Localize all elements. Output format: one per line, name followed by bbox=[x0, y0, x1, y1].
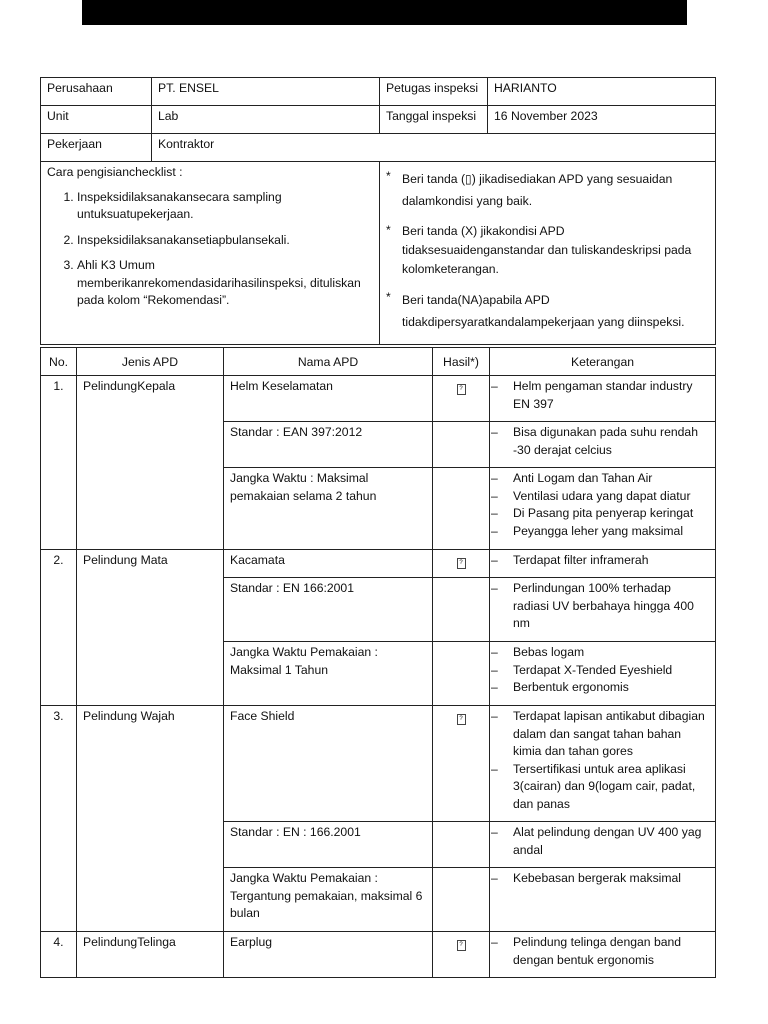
unit-value: Lab bbox=[152, 106, 380, 134]
dash-bullet: – bbox=[491, 709, 498, 723]
dash-bullet: – bbox=[491, 488, 498, 503]
col-header-keterangan: Keterangan bbox=[490, 348, 716, 376]
petugas-label: Petugas inspeksi bbox=[380, 78, 488, 106]
guide-step: 3. Ahli K3 Umum memberikanrekomendasidarihasilinspeksi, dituliskan pada kolom “Rekomendasi”. bbox=[77, 257, 373, 310]
keterangan-item bbox=[491, 662, 709, 680]
tanggal-value: 16 November 2023 bbox=[488, 106, 716, 134]
nama-apd: Jangka Waktu : Maksimal pemakaian selama 2 tahun bbox=[224, 468, 433, 550]
keterangan-text: Anti Logam dan Tahan Air bbox=[513, 471, 653, 485]
table-row bbox=[41, 706, 716, 822]
guide-steps-cell bbox=[41, 162, 380, 345]
guide-steps-list bbox=[47, 189, 373, 310]
guide-mark-item bbox=[386, 289, 709, 333]
pekerjaan-value: Kontraktor bbox=[152, 134, 716, 162]
jenis-apd: Pelindung Mata bbox=[77, 550, 224, 706]
hasil-cell[interactable] bbox=[433, 550, 490, 578]
hasil-cell[interactable] bbox=[433, 578, 490, 642]
keterangan-item bbox=[491, 761, 709, 814]
keterangan-item bbox=[491, 552, 709, 570]
check-mark-icon: ? bbox=[457, 384, 466, 395]
tanggal-label: Tanggal inspeksi bbox=[380, 106, 488, 134]
nama-apd: Face Shield bbox=[224, 706, 433, 822]
guide-step: 1. Inspeksidilaksanakansecara sampling untuksuatupekerjaan. bbox=[77, 189, 373, 224]
col-header-nama: Nama APD bbox=[224, 348, 433, 376]
nama-apd: Standar : EN : 166.2001 bbox=[224, 822, 433, 868]
keterangan-text: Ventilasi udara yang dapat diatur bbox=[513, 488, 691, 503]
table-body bbox=[41, 376, 716, 978]
keterangan-cell bbox=[490, 822, 716, 868]
perusahaan-value: PT. ENSEL bbox=[152, 78, 380, 106]
hasil-cell[interactable] bbox=[433, 868, 490, 932]
inspection-header-table bbox=[40, 77, 716, 345]
table-row bbox=[41, 932, 716, 978]
keterangan-text: Bebas logam bbox=[513, 645, 585, 659]
keterangan-text: Pelindung telinga dengan band dengan bentuk ergonomis bbox=[513, 935, 682, 967]
keterangan-text: Berbentuk ergonomis bbox=[513, 680, 629, 694]
keterangan-text: Terdapat X-Tended Eyeshield bbox=[513, 662, 673, 677]
row-number: 1. bbox=[41, 376, 77, 550]
check-mark-icon: ? bbox=[457, 714, 466, 725]
guide-mark-text: Beri tanda (▯) jikadisediakan APD yang sesuaidan dalamkondisi yang baik. bbox=[402, 172, 673, 208]
unit-label: Unit bbox=[41, 106, 152, 134]
guide-mark-item bbox=[386, 168, 709, 212]
hasil-cell[interactable] bbox=[433, 822, 490, 868]
hasil-cell[interactable] bbox=[433, 932, 490, 978]
keterangan-cell bbox=[490, 376, 716, 422]
col-header-no: No. bbox=[41, 348, 77, 376]
row-number: 3. bbox=[41, 706, 77, 932]
guide-mark-text: Beri tanda (X) jikakondisi APD tidaksesuaidenganstandar dan tuliskandeskripsi pada kolomketerangan. bbox=[402, 224, 692, 276]
keterangan-item bbox=[491, 505, 709, 523]
keterangan-cell bbox=[490, 706, 716, 822]
dash-bullet: – bbox=[491, 471, 498, 485]
asterisk-icon: * bbox=[386, 290, 391, 304]
keterangan-text: Tersertifikasi untuk area aplikasi 3(cairan) dan 9(logam cair, padat, dan panas bbox=[513, 761, 696, 811]
guide-marks-cell bbox=[380, 162, 716, 345]
dash-bullet: – bbox=[491, 425, 498, 439]
keterangan-text: Kebebasan bergerak maksimal bbox=[513, 871, 682, 885]
keterangan-text: Helm pengaman standar industry EN 397 bbox=[513, 379, 693, 411]
dash-bullet: – bbox=[491, 871, 498, 885]
dash-bullet: – bbox=[491, 379, 498, 393]
keterangan-text: Terdapat filter inframerah bbox=[513, 553, 649, 567]
row-number: 2. bbox=[41, 550, 77, 706]
nama-apd: Helm Keselamatan bbox=[224, 376, 433, 422]
keterangan-cell bbox=[490, 642, 716, 706]
dash-bullet: – bbox=[491, 680, 498, 694]
nama-apd: Kacamata bbox=[224, 550, 433, 578]
keterangan-cell bbox=[490, 422, 716, 468]
keterangan-text: Di Pasang pita penyerap keringat bbox=[513, 506, 694, 520]
jenis-apd: PelindungTelinga bbox=[77, 932, 224, 978]
dash-bullet: – bbox=[491, 553, 498, 567]
keterangan-item bbox=[491, 824, 709, 859]
keterangan-text: Bisa digunakan pada suhu rendah -30 derajat celcius bbox=[513, 425, 698, 457]
hasil-cell[interactable] bbox=[433, 468, 490, 550]
table-row bbox=[41, 550, 716, 578]
col-header-jenis: Jenis APD bbox=[77, 348, 224, 376]
keterangan-item bbox=[491, 679, 709, 697]
nama-apd: Jangka Waktu Pemakaian : Maksimal 1 Tahun bbox=[224, 642, 433, 706]
dash-bullet: – bbox=[491, 581, 498, 595]
top-black-bar bbox=[82, 0, 687, 25]
check-mark-icon: ? bbox=[457, 940, 466, 951]
keterangan-text: Alat pelindung dengan UV 400 yag andal bbox=[513, 825, 702, 857]
perusahaan-label: Perusahaan bbox=[41, 78, 152, 106]
dash-bullet: – bbox=[491, 761, 498, 776]
keterangan-item bbox=[491, 870, 709, 888]
keterangan-item bbox=[491, 644, 709, 662]
keterangan-cell bbox=[490, 468, 716, 550]
row-number: 4. bbox=[41, 932, 77, 978]
jenis-apd: Pelindung Wajah bbox=[77, 706, 224, 932]
guide-mark-text: Beri tanda(NA)apabila APD tidakdipersyaratkandalampekerjaan yang diinspeksi. bbox=[402, 293, 685, 329]
keterangan-text: Terdapat lapisan antikabut dibagian dalam dan sangat tahan bahan kimia dan tahan gores bbox=[513, 709, 705, 758]
keterangan-item bbox=[491, 378, 709, 413]
table-row bbox=[41, 376, 716, 422]
nama-apd: Jangka Waktu Pemakaian : Tergantung pemakaian, maksimal 6 bulan bbox=[224, 868, 433, 932]
col-header-hasil: Hasil*) bbox=[433, 348, 490, 376]
keterangan-item bbox=[491, 708, 709, 761]
keterangan-item bbox=[491, 523, 709, 541]
dash-bullet: – bbox=[491, 645, 498, 659]
guide-mark-item bbox=[386, 222, 709, 279]
asterisk-icon: * bbox=[386, 223, 391, 237]
hasil-cell[interactable] bbox=[433, 422, 490, 468]
guide-title: Cara pengisianchecklist : bbox=[47, 165, 183, 179]
nama-apd: Standar : EAN 397:2012 bbox=[224, 422, 433, 468]
dash-bullet: – bbox=[491, 506, 498, 520]
jenis-apd: PelindungKepala bbox=[77, 376, 224, 550]
pekerjaan-label: Pekerjaan bbox=[41, 134, 152, 162]
keterangan-item bbox=[491, 934, 709, 969]
keterangan-cell bbox=[490, 578, 716, 642]
nama-apd: Standar : EN 166:2001 bbox=[224, 578, 433, 642]
guide-step: 2. Inspeksidilaksanakansetiapbulansekali. bbox=[77, 232, 373, 250]
keterangan-cell bbox=[490, 932, 716, 978]
dash-bullet: – bbox=[491, 523, 498, 538]
table-header-row bbox=[41, 348, 716, 376]
dash-bullet: – bbox=[491, 662, 498, 677]
check-mark-icon: ? bbox=[457, 558, 466, 569]
keterangan-item bbox=[491, 580, 709, 633]
dash-bullet: – bbox=[491, 825, 498, 839]
keterangan-item bbox=[491, 424, 709, 459]
keterangan-cell bbox=[490, 868, 716, 932]
keterangan-cell bbox=[490, 550, 716, 578]
keterangan-text: Peyangga leher yang maksimal bbox=[513, 523, 684, 538]
hasil-cell[interactable] bbox=[433, 642, 490, 706]
petugas-value: HARIANTO bbox=[488, 78, 716, 106]
keterangan-item bbox=[491, 488, 709, 506]
asterisk-icon: * bbox=[386, 169, 391, 183]
hasil-cell[interactable] bbox=[433, 376, 490, 422]
hasil-cell[interactable] bbox=[433, 706, 490, 822]
dash-bullet: – bbox=[491, 935, 498, 949]
keterangan-item bbox=[491, 470, 709, 488]
nama-apd: Earplug bbox=[224, 932, 433, 978]
keterangan-text: Perlindungan 100% terhadap radiasi UV berbahaya hingga 400 nm bbox=[513, 581, 694, 630]
apd-checklist-table bbox=[40, 347, 716, 978]
